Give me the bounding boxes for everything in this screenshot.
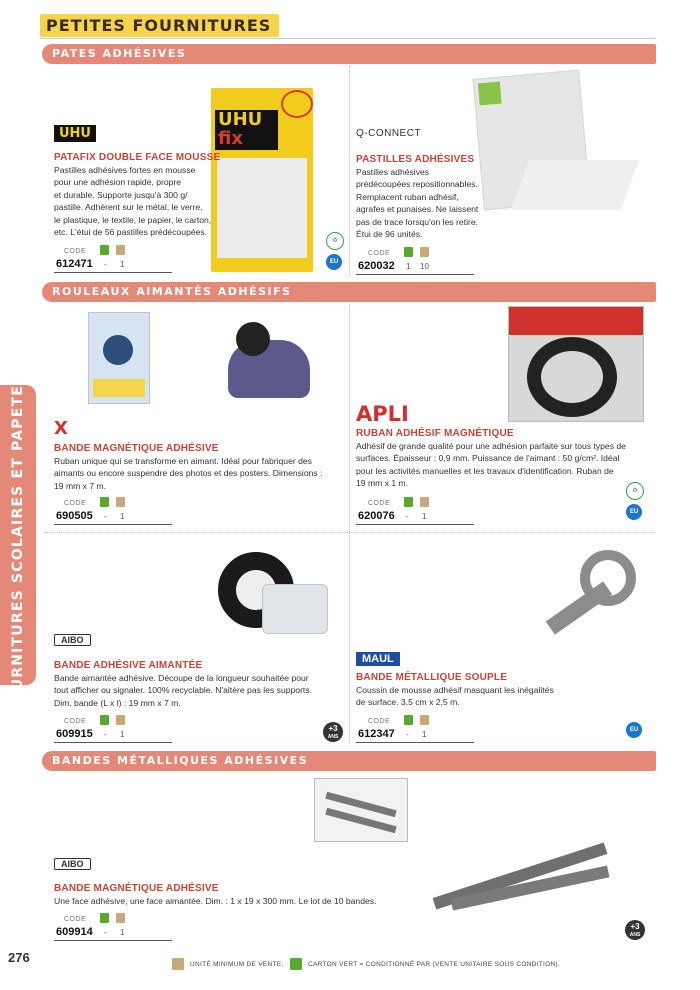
section-bar-bandes: [42, 751, 656, 771]
code-label: CODE: [368, 500, 391, 507]
carton-vert-icon: [100, 497, 109, 507]
product-title: BANDE MÉTALLIQUE SOUPLE: [356, 672, 508, 683]
section-title: ROULEAUX AIMANTÉS ADHÉSIFS: [52, 285, 292, 298]
side-category-label: FOURNITURES SCOLAIRES ET PAPETERIE: [10, 355, 26, 715]
unit-box-icon: [116, 913, 125, 923]
product-description: Adhésif de grande qualité pour une adhésion parfaite sur tous types de surfaces. Épaisseur : 0,9 mm. Puissance de l'aimant : 50 g/cm². Idéal pour les activités manuelles et les travaux d'identification. Ruban de 19 mm x 1 m.: [356, 441, 626, 489]
product-image-magnetic-pack: [88, 312, 150, 404]
section-bar-pates: [42, 44, 656, 64]
product-code: 690505: [56, 510, 93, 522]
adhesive-sheet-image: [511, 160, 639, 210]
unit-box-icon: [116, 497, 125, 507]
product-title: BANDE MAGNÉTIQUE ADHÉSIVE: [54, 443, 219, 454]
brand-logo-uhu: UHU: [54, 125, 96, 142]
product-qty: 1: [120, 928, 125, 937]
product-code-box: 609914 - 1: [54, 926, 172, 941]
section-bar-rouleaux: [42, 282, 656, 302]
section-title: PATES ADHÉSIVES: [52, 47, 187, 60]
product-image-tape-dispenser: [212, 546, 332, 646]
brand-logo-maul: MAUL: [356, 652, 400, 666]
carton-vert-icon: [404, 497, 413, 507]
carton-vert-icon: [100, 913, 109, 923]
product-qty: 1: [120, 730, 125, 739]
eu-badge-icon: EU: [326, 254, 342, 270]
carton-vert-icon: [100, 245, 109, 255]
section-title: BANDES MÉTALLIQUES ADHÉSIVES: [52, 754, 309, 767]
product-qty: 1: [120, 260, 125, 269]
product-qty: 1: [422, 512, 427, 521]
code-label: CODE: [368, 718, 391, 725]
product-title: PATAFIX DOUBLE FACE MOUSSE: [54, 152, 221, 163]
unit-box-icon: [420, 247, 429, 257]
product-image-strip-board: [314, 778, 408, 842]
eu-badge-icon: EU: [626, 722, 642, 738]
product-description: Ruban unique qui se transforme en aimant. Idéal pour fabriquer des aimants ou encore suspendre des photos et des posters. Dimensions : 19 mm x 7 m.: [54, 456, 323, 491]
code-label: CODE: [64, 916, 87, 923]
product-description: Coussin de mousse adhésif masquant les inégalités de surface. 3,5 cm x 2,5 m.: [356, 685, 554, 708]
column-separator: [349, 304, 350, 744]
product-code: 612347: [358, 728, 395, 740]
product-image-uhu-patafix: UHU fix: [211, 88, 313, 272]
column-separator: [349, 66, 350, 276]
product-description: Pastilles adhésives fortes en mousse pour une adhésion rapide, propre et durable. Supporte jusqu'à 300 g/ pastille. Adhèrent sur le métal, le verre, le plastique, le textile, le papier, le carton, etc. L'étui de 56 pastilles prédécoupées.: [54, 165, 212, 238]
legend-unit: UNITÉ MINIMUM DE VENTE.: [190, 961, 284, 968]
carton-vert-icon: [404, 247, 413, 257]
product-title: BANDE ADHÉSIVE AIMANTÉE: [54, 660, 203, 671]
side-category-tab: [0, 355, 36, 715]
unit-box-icon: [116, 245, 125, 255]
code-label: CODE: [368, 250, 391, 257]
code-label: CODE: [64, 248, 87, 255]
product-code-box: 612471 - 1: [54, 258, 172, 273]
brand-logo-aibo: AIBO: [54, 634, 91, 646]
page-title: PETITES FOURNITURES: [40, 14, 279, 37]
unit-box-icon: [116, 715, 125, 725]
legend-carton: CARTON VERT = CONDITIONNÉ PAR (VENTE UNITAIRE SOUS CONDITION).: [308, 961, 561, 968]
product-title: RUBAN ADHÉSIF MAGNÉTIQUE: [356, 428, 514, 439]
eu-badge-icon: EU: [626, 504, 642, 520]
carton-vert-icon: [290, 958, 302, 970]
product-code-box: 690505 - 1: [54, 510, 172, 525]
age-badge-icon: +3 ANS: [323, 722, 343, 742]
product-code: 609914: [56, 926, 93, 938]
brand-logo-x: X: [54, 418, 68, 439]
page-number: 276: [8, 950, 30, 965]
row-separator: [44, 532, 656, 533]
product-description: Pastilles adhésives prédécoupées repositionnables. Remplacent ruban adhésif, agrafes et punaises. Ne laissent pas de trace lorsqu'on les retire. Étui de 96 unités.: [356, 167, 479, 240]
product-qty: 1: [422, 730, 427, 739]
product-title: PASTILLES ADHÉSIVES: [356, 154, 475, 165]
title-rule: [40, 38, 656, 39]
recycle-badge-icon: ♻: [626, 482, 644, 500]
carton-vert-icon: [100, 715, 109, 725]
unit-box-icon: [420, 497, 429, 507]
product-code-box: 620076 - 1: [356, 510, 474, 525]
brand-logo-qconnect: Q-CONNECT: [356, 128, 422, 139]
code-label: CODE: [64, 500, 87, 507]
product-code-box: 609915 - 1: [54, 728, 172, 743]
brand-logo-apli: APLI: [356, 402, 409, 426]
brand-logo-aibo: AIBO: [54, 858, 91, 870]
product-title: BANDE MAGNÉTIQUE ADHÉSIVE: [54, 883, 219, 894]
product-description: Une face adhésive, une face aimantée. Dim. : 1 x 19 x 300 mm. Le lot de 10 bandes.: [54, 896, 377, 906]
recycle-badge-icon: ♻: [326, 232, 344, 250]
product-qty: 10: [420, 262, 429, 271]
product-code: 612471: [56, 258, 93, 270]
product-image-dispenser: [206, 322, 316, 402]
age-badge-icon: +3 ANS: [625, 920, 645, 940]
product-image-apli-box: [508, 306, 644, 422]
product-description: Bande aimantée adhésive. Découpe de la longueur souhaitée pour tout afficher ou signaler. 100% recyclable. N'altère pas les supports. Dim. bande (L x l) : 19 mm x 7 m.: [54, 673, 313, 708]
product-code: 620032: [358, 260, 395, 272]
product-code: 609915: [56, 728, 93, 740]
code-label: CODE: [64, 718, 87, 725]
product-code-box: 620032 1 10: [356, 260, 474, 275]
unit-box-icon: [420, 715, 429, 725]
product-image-metal-strips: [430, 820, 610, 910]
product-code-box: 612347 - 1: [356, 728, 474, 743]
carton-vert-icon: [404, 715, 413, 725]
product-image-metal-roll: [540, 550, 640, 640]
unit-box-icon: [172, 958, 184, 970]
product-code: 620076: [358, 510, 395, 522]
product-qty: 1: [120, 512, 125, 521]
